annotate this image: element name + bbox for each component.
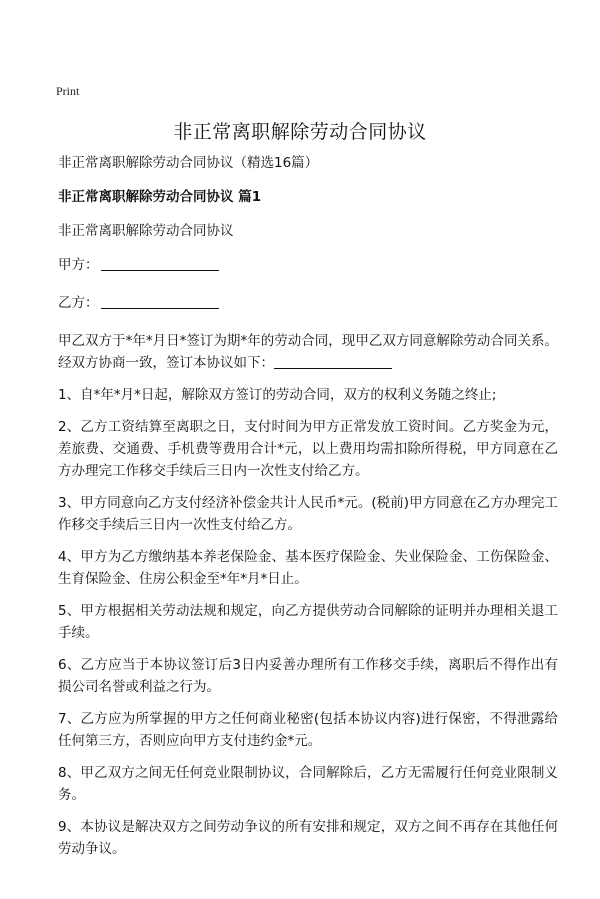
document-subtitle: 非正常离职解除劳动合同协议（精选16篇） <box>58 155 319 171</box>
agreement-name: 非正常离职解除劳动合同协议 <box>58 223 234 239</box>
party-a-line <box>58 254 558 276</box>
clause-4: 4、甲方为乙方缴纳基本养老保险金、基本医疗保险金、失业保险金、工伤保险金、生育保险金、住房公积金至*年*月*日止。 <box>58 549 558 587</box>
clause-5: 5、甲方根据相关劳动法规和规定，向乙方提供劳动合同解除的证明并办理相关退工手续。 <box>58 603 558 641</box>
clause-8: 8、甲乙双方之间无任何竞业限制协议，合同解除后，乙方无需履行任何竞业限制义务。 <box>58 765 558 803</box>
clause-9: 9、本协议是解决双方之间劳动争议的所有安排和规定，双方之间不再存在其他任何劳动争议。 <box>58 819 558 857</box>
clause-2: 2、乙方工资结算至离职之日，支付时间为甲方正常发放工资时间。乙方奖金为元，差旅费、交通费、手机费等费用合计*元，以上费用均需扣除所得税，甲方同意在乙方办理完工作移交手续后三日内一次性支付给乙方。 <box>58 419 558 479</box>
clause-7: 7、乙方应为所掌握的甲方之任何商业秘密(包括本协议内容)进行保密，不得泄露给任何第三方，否则应向甲方支付违约金*元。 <box>58 711 558 749</box>
document-title: 非正常离职解除劳动合同协议 <box>173 121 427 143</box>
print-link[interactable]: Print <box>56 84 80 98</box>
intro-paragraph <box>58 330 558 374</box>
section-heading: 非正常离职解除劳动合同协议 篇1 <box>58 189 262 205</box>
party-b-line <box>58 292 558 314</box>
clause-3: 3、甲方同意向乙方支付经济补偿金共计人民币*元。(税前)甲方同意在乙方办理完工作移交手续后三日内一次性支付给乙方。 <box>58 495 558 533</box>
clause-6: 6、乙方应当于本协议签订后3日内妥善办理所有工作移交手续，离职后不得作出有损公司名誉或利益之行为。 <box>58 657 558 695</box>
document-body <box>58 152 558 870</box>
clause-1: 1、自*年*月*日起，解除双方签订的劳动合同，双方的权利义务随之终止; <box>58 387 497 403</box>
intro-blank <box>274 352 392 369</box>
party-a-label: 甲方： <box>58 257 99 273</box>
intro-text: 甲乙双方于*年*月日*签订为期*年的劳动合同，现甲乙双方同意解除劳动合同关系。经双方协商一致，签订本协议如下： <box>58 333 558 371</box>
party-b-label: 乙方： <box>58 295 99 311</box>
party-a-blank <box>101 254 219 271</box>
party-b-blank <box>101 292 219 309</box>
